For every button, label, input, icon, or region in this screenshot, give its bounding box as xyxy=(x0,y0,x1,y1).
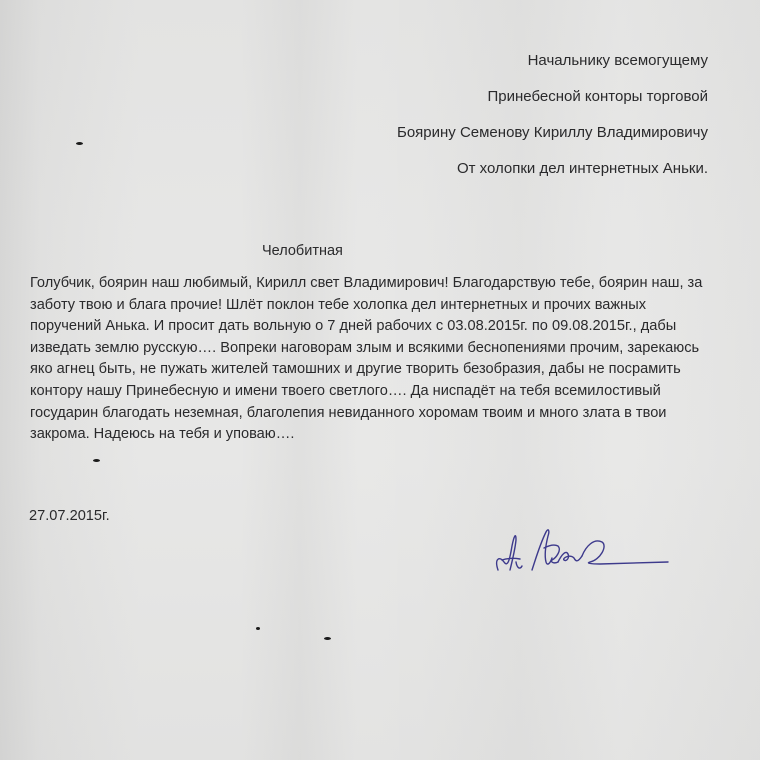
body-line: контору нашу Принебесную и имени твоего светлого…. Да ниспадёт на тебя всемилостивый xyxy=(30,382,661,399)
body-line: Голубчик, боярин наш любимый, Кирилл свет Владимирович! Благодарствую тебе, боярин наш, за xyxy=(30,275,703,291)
punch-mark xyxy=(324,637,331,640)
signature-icon xyxy=(490,518,670,578)
punch-mark xyxy=(93,459,100,462)
punch-mark xyxy=(76,142,83,145)
body-line: поручений Анька. И просит дать вольную о 7 дней рабочих с 03.08.2015г. по 09.08.2015г., дабы xyxy=(30,318,677,335)
document-title: Челобитная xyxy=(262,243,343,259)
addressee-line: Принебесной конторы торговой xyxy=(487,88,708,105)
body-line: государин благодать неземная, благолепия невиданного хоромам твоим и много злата в твои xyxy=(30,404,667,421)
body-line: яко агнец быть, не пужать жителей тамошних и другие творить безобразия, дабы не посрамить xyxy=(30,361,681,378)
addressee-line: От холопки дел интернетных Аньки. xyxy=(456,160,708,177)
addressee-block xyxy=(397,52,708,196)
document-date: 27.07.2015г. xyxy=(29,508,110,524)
addressee-line: Начальнику всемогущему xyxy=(527,52,708,69)
addressee-line: Боярину Семенову Кириллу Владимировичу xyxy=(396,124,708,141)
body-line: заботу твою и блага прочие! Шлёт поклон тебе холопка дел интернетных и прочих важных xyxy=(30,296,647,313)
body-text xyxy=(30,273,730,446)
body-line: изведать землю русскую…. Вопреки наговорам злым и всякими беснопениями прочим, зарекаюсь xyxy=(30,339,700,356)
body-line: закрома. Надеюсь на тебя и уповаю…. xyxy=(30,426,295,443)
punch-mark xyxy=(256,627,260,630)
